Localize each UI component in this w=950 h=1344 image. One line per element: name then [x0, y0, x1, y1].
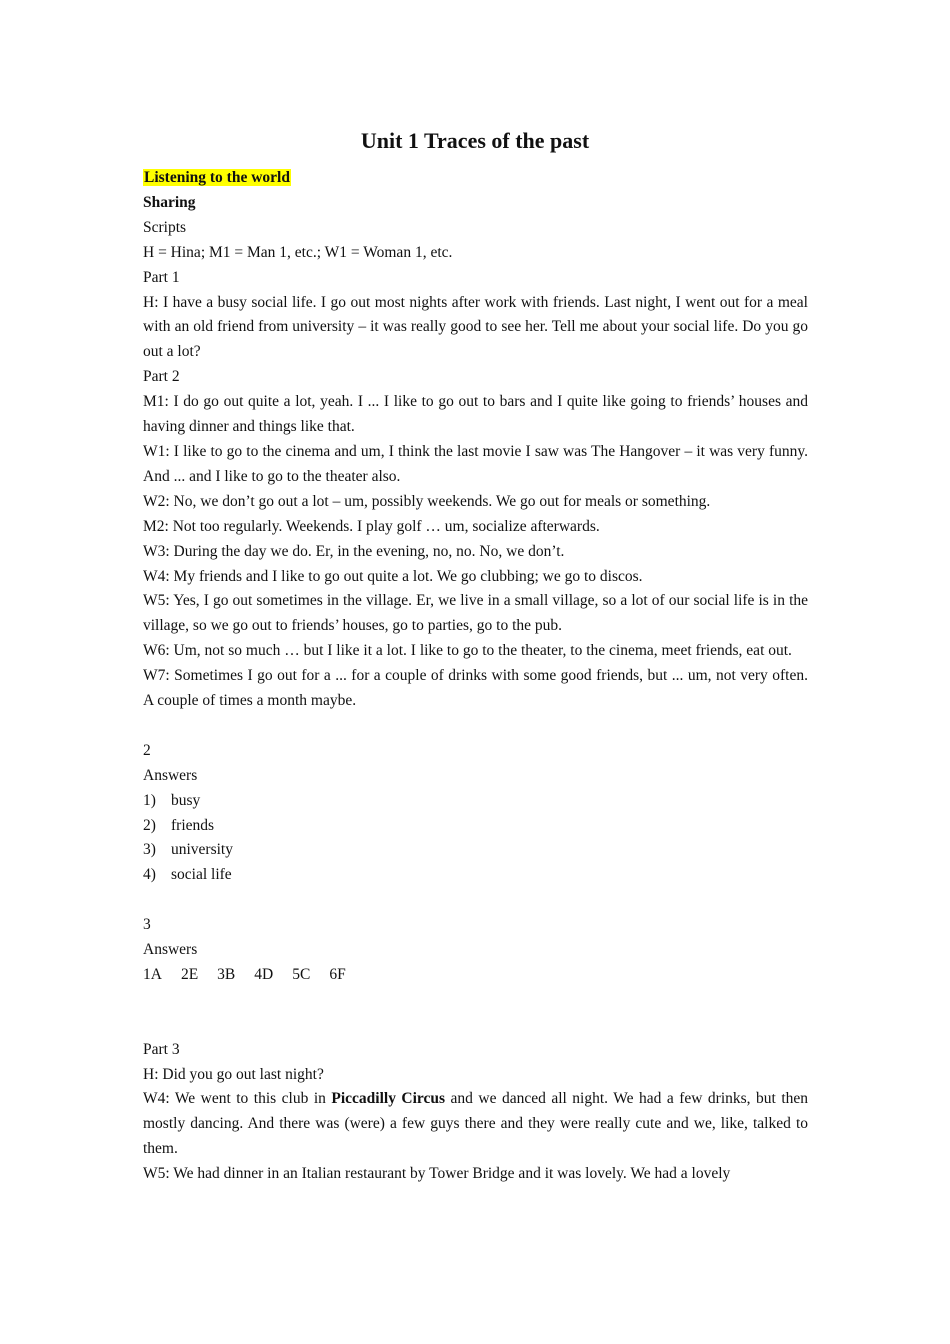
subheading: Sharing	[143, 193, 196, 211]
part2-line: W2: No, we don’t go out a lot – um, possibly weekends. We go out for meals or something.	[143, 492, 711, 510]
spacer	[143, 988, 808, 1038]
answer-number: 1)	[143, 791, 156, 809]
part2-line: W5: Yes, I go out sometimes in the village. Er, we live in a small village, so a lot of our social life is in the village, so we go out to friends’ houses, go to parties, go to the pub.	[143, 592, 808, 635]
answer-item	[143, 789, 808, 814]
part3-label: Part 3	[143, 1040, 180, 1058]
answer-code: 6F	[329, 965, 346, 983]
answer-code: 2E	[180, 965, 199, 983]
answer-codes	[143, 963, 808, 988]
part2-line: M1: I do go out quite a lot, yeah. I ... I like to go out to bars and I quite like going to friends’ houses and having dinner and things like that.	[143, 393, 808, 436]
answer-item	[143, 838, 808, 863]
page-title: Unit 1 Traces of the past	[360, 128, 590, 153]
answer-code: 3B	[217, 965, 236, 983]
part1-text: H: I have a busy social life. I go out most nights after work with friends. Last night, I went out for a meal with an old friend from university – it was really good to see her. Tell me about your social life. Do you go out a lot?	[143, 293, 808, 361]
part3-w4-end: and we danced all night. We had a few drinks, but then mostly dancing. And there was (were) a few guys there and they were really cute and we, like, talked to them.	[143, 1090, 808, 1158]
part2-line: W1: I like to go to the cinema and um, I think the last movie I saw was The Hangover – it was very funny. And ... and I like to go to the theater also.	[143, 442, 808, 485]
part3-w4-start: W4: We went to this club in	[143, 1090, 332, 1108]
part2-line: W4: My friends and I like to go out quite a lot. We go clubbing; we go to discos.	[143, 567, 643, 585]
place-name: Piccadilly Circus	[331, 1090, 446, 1108]
section-heading	[143, 166, 808, 191]
section-heading-text: Listening to the world	[144, 169, 290, 186]
part2-label: Part 2	[143, 368, 180, 386]
part3-question: H: Did you go out last night?	[143, 1065, 324, 1083]
exercise2-label: Answers	[143, 766, 198, 784]
answer-item	[143, 814, 808, 839]
answer-text: friends	[171, 816, 215, 834]
answer-code: 1A	[143, 965, 162, 983]
answer-number: 4)	[143, 866, 156, 884]
speaker-key: H = Hina; M1 = Man 1, etc.; W1 = Woman 1, etc.	[143, 243, 453, 261]
part2-line: W7: Sometimes I go out for a ... for a couple of drinks with some good friends, but ... um, not very often. A couple of times a month maybe.	[143, 667, 808, 710]
part1-label: Part 1	[143, 268, 180, 286]
answer-code: 4D	[254, 965, 274, 983]
answer-text: social life	[171, 866, 232, 884]
answer-code: 5C	[292, 965, 311, 983]
answer-text: busy	[171, 791, 201, 809]
part3-w4	[143, 1087, 808, 1162]
part2-line: W6: Um, not so much … but I like it a lot. I like to go to the theater, to the cinema, meet friends, eat out.	[143, 642, 792, 660]
answer-item	[143, 863, 808, 888]
document-body	[143, 166, 808, 1187]
exercise2-number: 2	[143, 741, 151, 759]
part2-line: W3: During the day we do. Er, in the evening, no, no. No, we don’t.	[143, 542, 565, 560]
answer-text: university	[171, 841, 233, 859]
answer-number: 2)	[143, 816, 156, 834]
spacer	[143, 888, 808, 913]
spacer	[143, 714, 808, 739]
part2-line: M2: Not too regularly. Weekends. I play golf … um, socialize afterwards.	[143, 517, 600, 535]
scripts-label: Scripts	[143, 218, 187, 236]
part3-w5: W5: We had dinner in an Italian restaurant by Tower Bridge and it was lovely. We had a lovely	[143, 1165, 731, 1183]
exercise3-label: Answers	[143, 941, 198, 959]
exercise3-number: 3	[143, 916, 151, 934]
answer-number: 3)	[143, 841, 156, 859]
